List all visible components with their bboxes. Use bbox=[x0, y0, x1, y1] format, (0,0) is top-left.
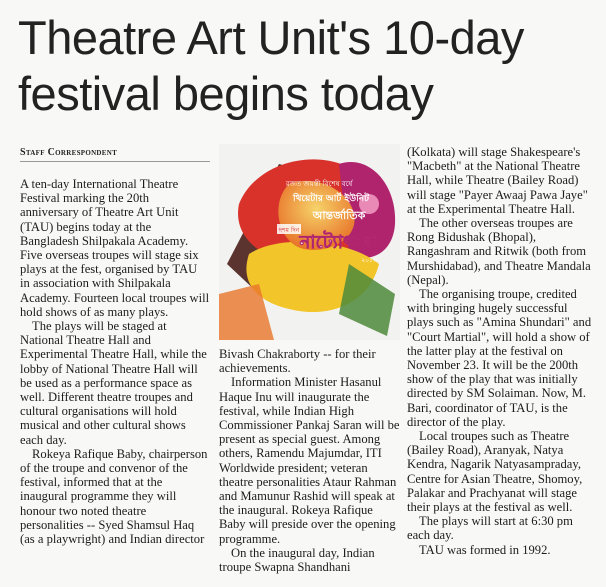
byline-rule bbox=[20, 161, 210, 162]
paragraph: The plays will start at 6:30 pm each day. bbox=[407, 514, 573, 543]
paragraph: The other overseas troupes are Rong Bidushak (Bhopal), Rangashram and Ritwik (both from Murshidabad), and Theatre Mandala (Nepal). bbox=[407, 216, 591, 287]
paragraph: A ten-day International Theatre Festival marking the 20th anniversary of Theatre Art Unit (TAU) begins today at the Bangladesh Shilpakala Academy. Five overseas troupes will stage six plays at the fest, organised by TAU in association with Shilpakala Academy. Fourteen local troupes will hold shows of as many plays. bbox=[20, 177, 210, 319]
poster-org-text: থিয়েটার আর্ট ইউনিট bbox=[293, 194, 369, 204]
byline: Staff Correspondent bbox=[20, 147, 118, 158]
festival-poster-graphic bbox=[219, 144, 400, 340]
headline-line-1: Theatre Art Unit's 10-day bbox=[18, 11, 524, 64]
paragraph: (Kolkata) will stage Shakespeare's "Macbeth" at the National Theatre Hall, while Theatre (Bailey Road) will stage "Payer Awaaj Pawa Jaye" at the Experimental Theatre Hall. bbox=[407, 145, 588, 216]
paragraph: Local troupes such as Theatre (Bailey Road), Aranyak, Natya Kendra, Nagarik Natyasampraday, Centre for Asian Theatre, Shomoy, Palakar and Prachyanat will stage their plays at the festival as well. bbox=[407, 429, 583, 515]
article-column-1 bbox=[20, 177, 210, 546]
poster-tag-text: দশম দিন bbox=[278, 227, 300, 234]
article-column-3 bbox=[407, 145, 592, 557]
article-column-2 bbox=[219, 347, 400, 574]
headline bbox=[18, 10, 598, 122]
paragraph: Rokeya Rafique Baby, chairperson of the troupe and convenor of the festival, informed that at the inaugural programme they will honour two noted theatre personalities -- Syed Shamsul Haq (as a playwright) and Indian director bbox=[20, 446, 208, 547]
poster-year-text: ২০১৩ bbox=[361, 257, 377, 264]
poster-sub-text: আন্তর্জাতিক bbox=[312, 209, 366, 222]
headline-line-2: festival begins today bbox=[18, 67, 434, 120]
paragraph: Bivash Chakraborty -- for their achievements. bbox=[219, 347, 376, 376]
festival-poster-image bbox=[219, 144, 400, 340]
paragraph: On the inaugural day, Indian troupe Swapna Shandhani bbox=[219, 545, 375, 575]
paragraph: The plays will be staged at National Theatre Hall and Experimental Theatre Hall, while the lobby of National Theatre Hall will be used as a performance space as well. Different theatre troupes and cultural organisations will hold musical and other cultural shows each day. bbox=[20, 319, 207, 447]
paragraph: The organising troupe, credited with bringing hugely successful plays such as "Amina Shundari" and "Court Martial", will hold a show of the latter play at the festival on November 23. It will be the 200th show of the play that was initially directed by SM Solaiman. Now, M. Bari, coordinator of TAU, is the director of the play. bbox=[407, 287, 592, 429]
poster-title-text: নাট্যোৎসব bbox=[299, 232, 375, 253]
paragraph: TAU was formed in 1992. bbox=[419, 542, 551, 557]
paragraph: Information Minister Hasanul Haque Inu will inaugurate the festival, while Indian High Commissioner Pankaj Saran will be present as special guest. Among others, Ramendu Majumdar, ITI Worldwide president; veteran theatre personalities Ataur Rahman and Mamunur Rashid will speak at the inaugural. Rokeya Rafique Baby will preside over the opening programme. bbox=[219, 375, 400, 546]
poster-top-text: রজত জয়ন্তী বিশেষ বর্ষে bbox=[285, 180, 353, 188]
